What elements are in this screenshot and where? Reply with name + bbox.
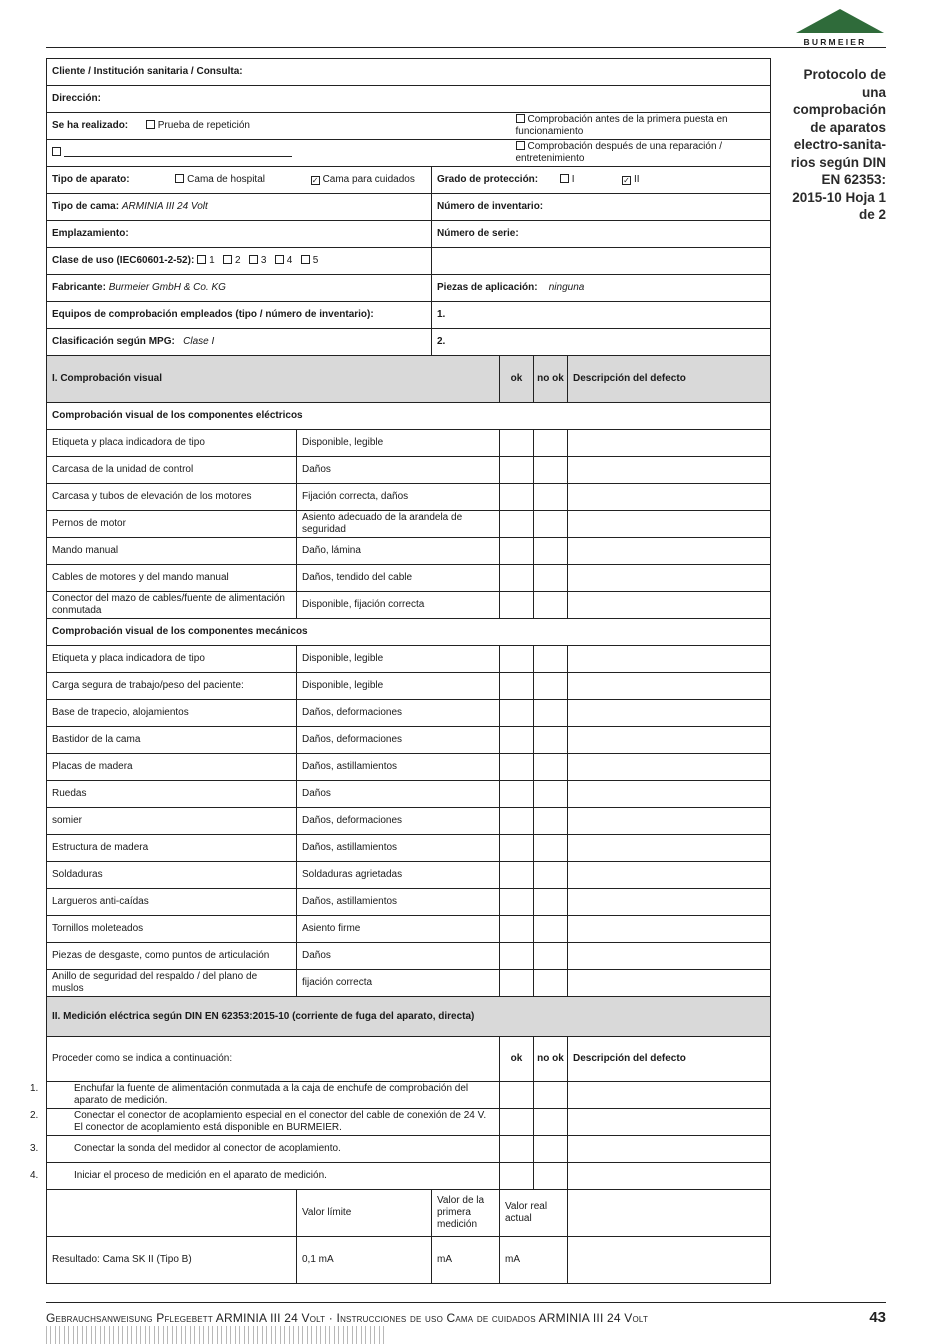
applied-parts-value: ninguna [548,282,585,293]
check-row [47,511,771,538]
col-limit-header: Valor límite [297,1190,432,1237]
location-field[interactable]: Emplazamiento: [47,221,432,248]
ok-cell[interactable] [500,808,534,835]
ok-cell[interactable] [500,781,534,808]
check-row [47,538,771,565]
step-row [47,1136,771,1163]
brand-name: BURMEIER [803,37,867,47]
protection-class-1-checkbox[interactable] [560,174,569,183]
col-actual-header: Valor real actual [500,1190,568,1237]
other-test-cell [47,140,500,167]
check-row [47,970,771,997]
repeat-test-checkbox[interactable] [146,120,155,129]
serial-number-field[interactable]: Número de serie: [432,221,771,248]
equipment-1-field[interactable]: 1. [432,302,771,329]
defect-description-cell[interactable] [568,700,771,727]
not-ok-cell[interactable] [534,889,568,916]
defect-description-cell[interactable] [568,430,771,457]
before-use-cell [500,113,771,140]
defect-description-cell[interactable] [568,565,771,592]
check-row [47,700,771,727]
step-2-nok-cell[interactable] [534,1109,568,1136]
bed-type-value: ARMINIA III 24 Volt [121,201,208,212]
defect-description-cell[interactable] [568,808,771,835]
not-ok-cell[interactable] [534,727,568,754]
mechanical-check-criterion: Disponible, legible [297,646,500,673]
applied-parts-cell [432,275,771,302]
col-ok-header: ok [500,356,534,403]
mechanical-check-criterion: Daños [297,943,500,970]
ok-cell[interactable] [500,943,534,970]
electrical-check-criterion: Daño, lámina [297,538,500,565]
ok-cell[interactable] [500,538,534,565]
check-row [47,808,771,835]
electrical-measurement-header-row [47,997,771,1037]
mechanical-item-label: Piezas de desgaste, como puntos de articulación [47,943,297,970]
mechanical-check-criterion: Daños, deformaciones [297,700,500,727]
performed-label: Se ha realizado: [52,120,129,131]
use-class-2-label: 2 [234,255,241,266]
mpg-cell [47,329,432,356]
defect-description-cell[interactable] [568,484,771,511]
proceed-row [47,1037,771,1082]
not-ok-cell[interactable] [534,565,568,592]
ok-cell[interactable] [500,673,534,700]
manufacturer-row [47,275,771,302]
defect-description-cell[interactable] [568,943,771,970]
electrical-item-label: Mando manual [47,538,297,565]
mpg-label: Clasificación según MPG: [52,336,175,347]
mechanical-check-criterion: Disponible, legible [297,673,500,700]
electrical-check-criterion: Disponible, fijación correcta [297,592,500,619]
not-ok-cell[interactable] [534,835,568,862]
step-2-cell [30,1109,500,1136]
bed-type-label: Tipo de cama: [52,201,120,212]
ok-cell[interactable] [500,484,534,511]
electrical-item-label: Etiqueta y placa indicadora de tipo [47,430,297,457]
repeat-test-label: Prueba de repetición [157,120,250,131]
step-4-ok-cell[interactable] [500,1163,534,1190]
defect-description-cell[interactable] [568,538,771,565]
visual-check-header-row [47,356,771,403]
mechanical-check-criterion: Daños [297,781,500,808]
defect-description-cell[interactable] [568,916,771,943]
use-class-5-checkbox[interactable] [301,255,310,264]
check-row [47,430,771,457]
ok-cell[interactable] [500,565,534,592]
client-row [47,59,771,86]
mechanical-section-title: Comprobación visual de los componentes mecánicos [47,619,771,646]
check-row [47,889,771,916]
use-class-empty[interactable] [432,248,771,275]
col-desc-header-2: Descripción del defecto [568,1037,771,1082]
mechanical-item-label: Estructura de madera [47,835,297,862]
defect-description-cell[interactable] [568,862,771,889]
defect-description-cell[interactable] [568,727,771,754]
result-actual-field[interactable]: mA [500,1237,568,1284]
ok-cell[interactable] [500,511,534,538]
electrical-check-criterion: Daños [297,457,500,484]
not-ok-cell[interactable] [534,754,568,781]
result-label: Resultado: Cama SK II (Tipo B) [47,1237,297,1284]
location-row [47,221,771,248]
mechanical-item-label: Etiqueta y placa indicadora de tipo [47,646,297,673]
defect-description-cell[interactable] [568,889,771,916]
not-ok-cell[interactable] [534,511,568,538]
electrical-check-criterion: Daños, tendido del cable [297,565,500,592]
use-class-1-label: 1 [209,255,215,266]
check-row [47,646,771,673]
check-row [47,457,771,484]
other-test-field[interactable] [64,147,292,157]
mechanical-item-label: Placas de madera [47,754,297,781]
result-desc-cell[interactable] [568,1237,771,1284]
defect-description-cell[interactable] [568,970,771,997]
mechanical-section-row [47,619,771,646]
mpg-row [47,329,771,356]
step-2-desc-cell[interactable] [568,1109,771,1136]
use-class-2-checkbox[interactable] [223,255,232,264]
col-desc-header: Descripción del defecto [568,356,771,403]
mechanical-check-criterion: fijación correcta [297,970,500,997]
not-ok-cell[interactable] [534,808,568,835]
measurement-header-desc [568,1190,771,1237]
after-repair-label: Comprobación después de una reparación / entretenimiento [515,141,723,164]
header-divider [46,47,886,48]
ok-cell[interactable] [500,457,534,484]
electrical-item-label: Conector del mazo de cables/fuente de alimentación conmutada [47,592,297,619]
not-ok-cell[interactable] [534,484,568,511]
step-1-cell [30,1082,500,1109]
visual-check-title: I. Comprobación visual [47,356,500,403]
check-row [47,592,771,619]
not-ok-cell[interactable] [534,457,568,484]
step-4-desc-cell[interactable] [568,1163,771,1190]
protection-class-1-label: I [571,174,575,185]
electrical-measurement-title: II. Medición eléctrica según DIN EN 62353:2015-10 (corriente de fuga del aparato, directa) [47,997,771,1037]
test-protocol-form [30,58,771,1284]
use-class-3-label: 3 [260,255,267,266]
electrical-item-label: Cables de motores y del mando manual [47,565,297,592]
manufacturer-label: Fabricante: [52,282,106,293]
electrical-check-criterion: Fijación correcta, daños [297,484,500,511]
use-class-cell [47,248,432,275]
mechanical-item-label: Tornillos moleteados [47,916,297,943]
result-limit: 0,1 mA [297,1237,432,1284]
step-row [47,1109,771,1136]
ok-cell[interactable] [500,700,534,727]
not-ok-cell[interactable] [534,781,568,808]
electrical-section-title: Comprobación visual de los componentes eléctricos [47,403,771,430]
measurement-header-empty [47,1190,297,1237]
performed-row [47,113,771,140]
footer-text: Gebrauchsanweisung Pflegebett ARMINIA III 24 Volt · Instrucciones de uso Cama de cuidados ARMINIA III 24 Volt [46,1311,649,1325]
ok-cell[interactable] [500,592,534,619]
step-2-ok-cell[interactable] [500,1109,534,1136]
check-row [47,835,771,862]
not-ok-cell[interactable] [534,592,568,619]
mechanical-check-criterion: Asiento firme [297,916,500,943]
ok-cell[interactable] [500,646,534,673]
mpg-value: Clase I [183,336,215,347]
defect-description-cell[interactable] [568,781,771,808]
performed-cell [47,113,500,140]
electrical-check-criterion: Disponible, legible [297,430,500,457]
mechanical-item-label: Ruedas [47,781,297,808]
check-row [47,862,771,889]
footer-divider [46,1302,886,1303]
not-ok-cell[interactable] [534,538,568,565]
applied-parts-label: Piezas de aplicación: [437,282,538,293]
ok-cell[interactable] [500,835,534,862]
check-row [47,673,771,700]
use-class-5-label: 5 [312,255,319,266]
not-ok-cell[interactable] [534,916,568,943]
proceed-label: Proceder como se indica a continuación: [47,1037,500,1082]
equipment-label: Equipos de comprobación empleados (tipo / número de inventario): [47,302,432,329]
other-test-checkbox[interactable] [52,147,61,156]
step-3-desc-cell[interactable] [568,1136,771,1163]
step-4-text: 4. Iniciar el proceso de medición en el aparato de medición. [30,1170,327,1181]
result-row [47,1237,771,1284]
not-ok-cell[interactable] [534,943,568,970]
address-row [47,86,771,113]
mechanical-item-label: Soldaduras [47,862,297,889]
col-ok-header-2: ok [500,1037,534,1082]
hospital-bed-label: Cama de hospital [187,174,265,185]
col-nok-header-2: no ok [534,1037,568,1082]
check-row [47,916,771,943]
step-3-cell [30,1136,500,1163]
step-1-desc-cell[interactable] [568,1082,771,1109]
step-1-nok-cell[interactable] [534,1082,568,1109]
check-row [47,565,771,592]
client-label[interactable]: Cliente / Institución sanitaria / Consulta: [47,59,771,86]
electrical-item-label: Carcasa de la unidad de control [47,457,297,484]
electrical-item-label: Pernos de motor [47,511,297,538]
manufacturer-cell [47,275,432,302]
protection-class-2-label: II [634,174,640,185]
use-class-label: Clase de uso (IEC60601-2-52): [52,255,195,266]
mechanical-item-label: Largueros anti-caídas [47,889,297,916]
device-type-row [47,167,771,194]
use-class-4-label: 4 [286,255,293,266]
protection-class-2-checkbox[interactable]: ✓ [623,176,630,185]
defect-description-cell[interactable] [568,835,771,862]
ok-cell[interactable] [500,862,534,889]
step-1-ok-cell[interactable] [500,1082,534,1109]
after-repair-cell [500,140,771,167]
use-class-4-checkbox[interactable] [275,255,284,264]
other-test-row [47,140,771,167]
device-type-label: Tipo de aparato: [52,174,130,185]
mechanical-item-label: Bastidor de la cama [47,727,297,754]
mechanical-check-criterion: Daños, astillamientos [297,889,500,916]
not-ok-cell[interactable] [534,673,568,700]
barcode-icon [46,1326,386,1344]
step-1-text: 1. Enchufar la fuente de alimentación conmutada a la caja de enchufe de comprobación del aparato de medición. [30,1083,469,1106]
ok-cell[interactable] [500,727,534,754]
step-row [47,1163,771,1190]
check-row [47,781,771,808]
use-class-row [47,248,771,275]
mechanical-check-criterion: Daños, astillamientos [297,835,500,862]
not-ok-cell[interactable] [534,430,568,457]
electrical-section-row [47,403,771,430]
after-repair-checkbox[interactable] [516,141,525,150]
hospital-bed-checkbox[interactable] [175,174,184,183]
step-3-ok-cell[interactable] [500,1136,534,1163]
before-first-use-checkbox[interactable] [516,114,525,123]
not-ok-cell[interactable] [534,700,568,727]
mechanical-check-criterion: Daños, deformaciones [297,808,500,835]
equipment-row [47,302,771,329]
defect-description-cell[interactable] [568,457,771,484]
step-2-text: 2. Conectar el conector de acoplamiento especial en el conector del cable de conexión de 24 V. El conector de acoplamiento está disponible en BURMEIER. [30,1110,487,1133]
result-first-field[interactable]: mA [432,1237,500,1284]
step-4-nok-cell[interactable] [534,1163,568,1190]
step-4-cell [30,1163,500,1190]
ok-cell[interactable] [500,754,534,781]
mechanical-item-label: somier [47,808,297,835]
mechanical-check-criterion: Daños, astillamientos [297,754,500,781]
electrical-items [47,430,771,619]
check-row [47,943,771,970]
manufacturer-value: Burmeier GmbH & Co. KG [108,282,226,293]
page-number: 43 [869,1309,886,1326]
bed-type-row [47,194,771,221]
col-nok-header: no ok [534,356,568,403]
not-ok-cell[interactable] [534,646,568,673]
mechanical-check-criterion: Soldaduras agrietadas [297,862,500,889]
use-class-3-checkbox[interactable] [249,255,258,264]
care-bed-label: Cama para cuidados [322,174,415,185]
before-first-use-label: Comprobación antes de la primera puesta en funcionamiento [515,114,728,137]
electrical-check-criterion: Asiento adecuado de la arandela de seguridad [297,511,500,538]
ok-cell[interactable] [500,916,534,943]
equipment-2-field[interactable]: 2. [432,329,771,356]
defect-description-cell[interactable] [568,646,771,673]
protection-label: Grado de protección: [437,174,539,185]
mechanical-items [47,646,771,997]
document-title: Protocolo de una comprobación de aparatos electro-sanita-rios según DIN EN 62353: 2015-10 Hoja 1 de 2 [790,67,886,222]
ok-cell[interactable] [500,970,534,997]
mechanical-item-label: Base de trapecio, alojamientos [47,700,297,727]
step-row [47,1082,771,1109]
use-class-1-checkbox[interactable] [197,255,206,264]
defect-description-cell[interactable] [568,592,771,619]
mechanical-item-label: Carga segura de trabajo/peso del paciente: [47,673,297,700]
step-3-nok-cell[interactable] [534,1136,568,1163]
bed-type-cell [47,194,432,221]
check-row [47,727,771,754]
not-ok-cell[interactable] [534,862,568,889]
care-bed-checkbox[interactable]: ✓ [311,176,319,185]
address-label[interactable]: Dirección: [47,86,771,113]
col-first-header: Valor de la primera medición [432,1190,500,1237]
mechanical-check-criterion: Daños, deformaciones [297,727,500,754]
electrical-item-label: Carcasa y tubos de elevación de los motores [47,484,297,511]
ok-cell[interactable] [500,430,534,457]
mechanical-item-label: Anillo de seguridad del respaldo / del plano de muslos [47,970,297,997]
defect-description-cell[interactable] [568,673,771,700]
protection-cell [432,167,771,194]
device-type-cell [47,167,432,194]
check-row [47,754,771,781]
check-row [47,484,771,511]
not-ok-cell[interactable] [534,970,568,997]
ok-cell[interactable] [500,889,534,916]
measurement-header-row [47,1190,771,1237]
defect-description-cell[interactable] [568,511,771,538]
inventory-number-field[interactable]: Número de inventario: [432,194,771,221]
step-3-text: 3. Conectar la sonda del medidor al conector de acoplamiento. [30,1143,341,1154]
defect-description-cell[interactable] [568,754,771,781]
